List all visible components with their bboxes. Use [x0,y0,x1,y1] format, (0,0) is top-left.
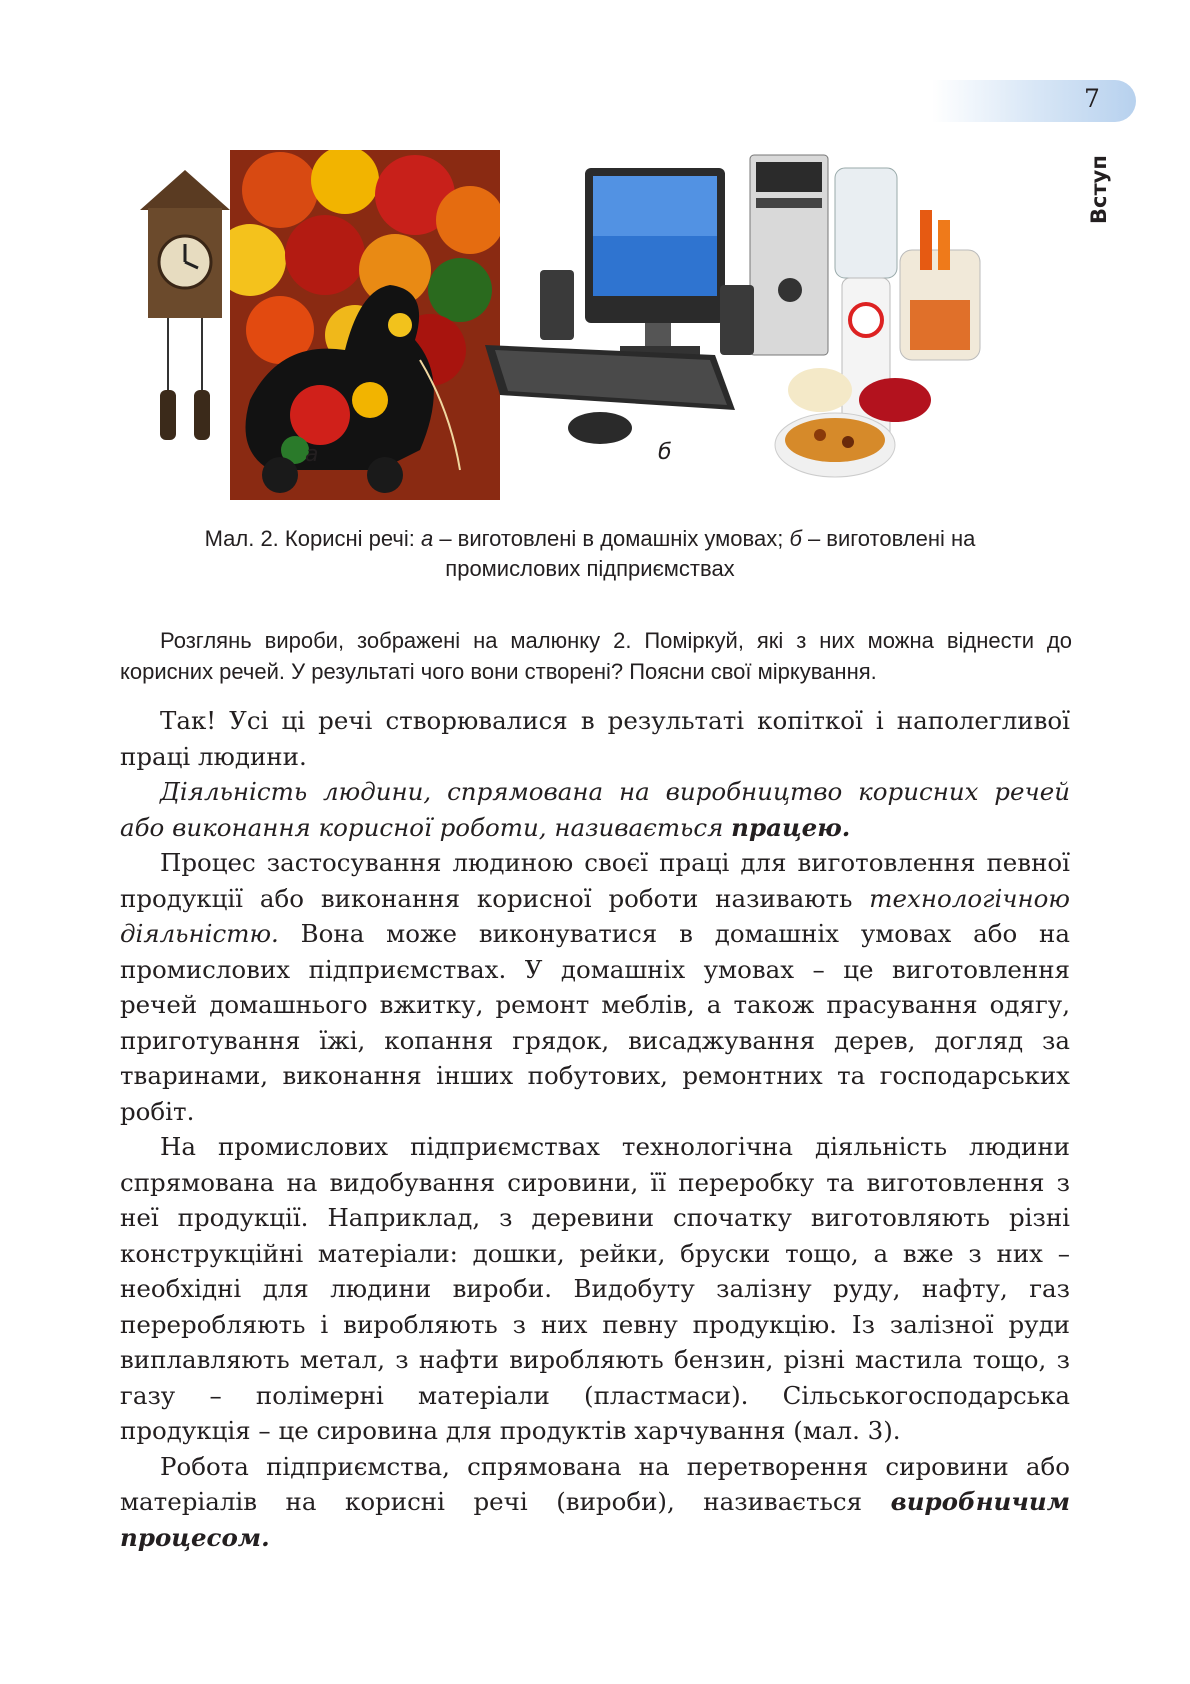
paragraph-5-start: Робота підприємства, спрямована на перетворення сировини або матеріалів на корисні речі (вироби), називається [120,1451,1070,1516]
term-labor: працею [731,812,842,842]
term-production-process: виробничим процесом [120,1487,1070,1552]
caption-prefix: Мал. 2. Корисні речі: [204,526,421,551]
caption-letter-b: б [789,526,802,551]
caption-line-2: промислових підприємствах [445,556,735,581]
figure-label-b: б [658,440,672,465]
reflection-question: Розглянь вироби, зображені на малюнку 2. Поміркуй, які з них можна віднести до корисних речей. У результаті чого вони створені? Поясни свої міркування. [120,628,1072,684]
figure-useful-things [130,150,1020,510]
section-label: Вступ [1087,155,1111,225]
page-number: 7 [1084,84,1100,113]
page-number-tab [932,80,1136,122]
industrial-products-image [485,150,1020,500]
paragraph-4: На промислових підприємствах технологічна діяльність людини спрямована на видобування сировини, її переробку та виготовлення з неї продукції. Наприклад, з деревини спочатку виготовляють різні конструкційні матеріали: дошки, рейки, бруски тощо, а вже з них – необхідні для людини вироби. Видобуту залізну руду, нафту, газ переробляють і виробляють з них певну продукцію. Із залізної руди виплавляють метал, з нафти виробляють бензин, різні мастила тощо, з газу – полімерні матеріали (пластмаси). Сільськогосподарська продукція – це сировина для продуктів харчування (мал. 3). [120,1132,1070,1445]
caption-b-text: – виготовлені на [801,526,976,551]
term-technological-activity: технологічною діяльністю. [120,883,1070,948]
caption-a-text: – виготовлені в домашніх умовах; [433,526,790,551]
paragraph-1: Так! Усі ці речі створювалися в результаті копіткої і наполегливої праці людини. [120,706,1070,771]
paragraph-3-rest: Вона може виконуватися в домашніх умовах або на промислових підприємствах. У домашніх умовах – це виготовлення речей домашнього вжитку, ремонт меблів, а також прасування одягу, приготування їжі, копання грядок, висаджування дерев, догляд за тваринами, виконання інших побутових, ремонтних та господарських робіт. [120,919,1070,1126]
definition-end: . [841,812,851,842]
figure-caption [140,524,1040,584]
definition-text: Діяльність людини, спрямована на виробництво корисних речей або виконання корисної роботи, називається [120,777,1070,842]
figure-illustration [130,150,1020,510]
paragraph-3-start: Процес застосування людиною своєї праці для виготовлення певної продукції або виконання корисної роботи називають [120,848,1070,913]
paragraph-3 [120,845,1070,1129]
figure-label-a: а [305,442,319,467]
paragraph-5 [120,1449,1070,1556]
body-text [120,703,1070,1555]
caption-letter-a: а [420,526,434,551]
caption-line-1 [140,524,1040,554]
paragraph-5-end: . [261,1522,270,1552]
paragraph-2-definition [120,774,1070,845]
